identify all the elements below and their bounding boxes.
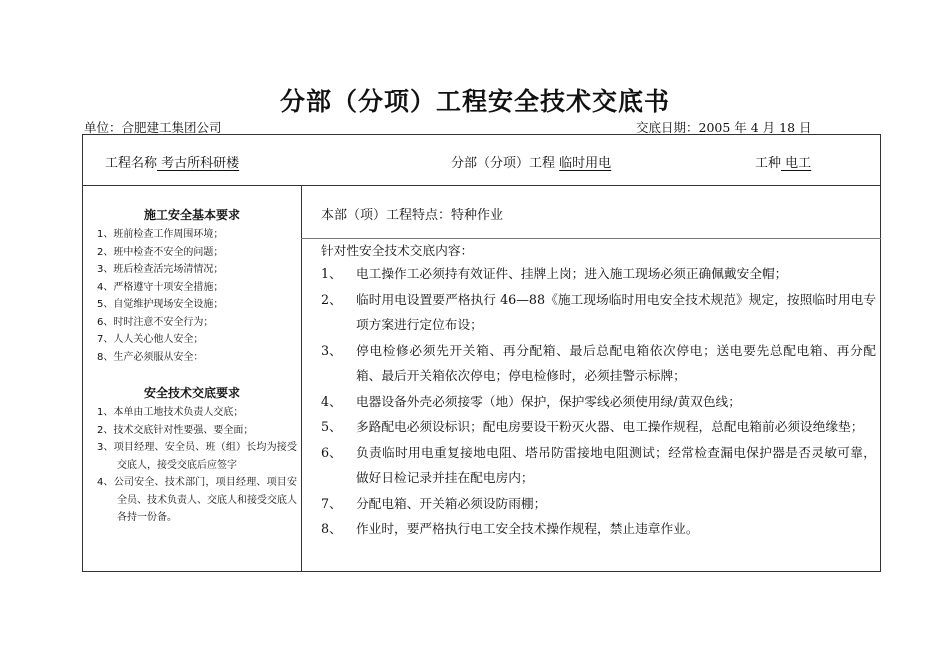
- item-number: 7、: [321, 495, 342, 511]
- project-name-value: 考古所科研楼: [157, 156, 240, 171]
- basic-item: 6、时时注意不安全行为；: [97, 316, 214, 328]
- basic-item: 8、生产必须服从安全：: [97, 351, 204, 363]
- basic-item: 2、班中检查不安全的问题；: [97, 246, 224, 258]
- tech-requirements-title: 安全技术交底要求: [143, 386, 240, 400]
- trade-label: 工种: [755, 156, 782, 171]
- sub-project-label: 分部（分项）工程: [451, 156, 560, 171]
- content-item: [321, 440, 876, 491]
- item-text: 电工操作工必须持有效证件、挂牌上岗；进入施工现场必须正确佩戴安全帽；: [356, 266, 788, 281]
- content-item: [321, 516, 876, 542]
- item-number: 2、: [321, 291, 342, 307]
- item-text: 停电检修必须先开关箱、再分配箱、最后总配电箱依次停电；送电要先总配电箱、再分配箱、最后开关箱依次停电；停电检修时，必须挂警示标牌；: [356, 342, 876, 383]
- item-text: 分配电箱、开关箱必须设防雨棚；: [356, 495, 547, 511]
- tech-item: 1、本单由工地技术负责人交底；: [97, 407, 244, 418]
- sub-project-value: 临时用电: [559, 156, 612, 171]
- item-number: 3、: [321, 342, 342, 358]
- trade-cell: [755, 152, 811, 171]
- content-heading: 针对性安全技术交底内容：: [321, 243, 474, 258]
- sub-project-cell: [451, 152, 611, 171]
- basic-item: 4、严格遵守十项安全措施；: [97, 281, 224, 293]
- trade-value: 电工: [781, 156, 812, 171]
- project-feature: 本部（项）工程特点：特种作业: [321, 208, 504, 223]
- disclosure-content: [321, 239, 876, 542]
- disclosure-table: [82, 134, 881, 572]
- basic-requirements-title: 施工安全基本要求: [143, 208, 240, 222]
- project-name-label: 工程名称: [105, 156, 158, 171]
- item-number: 5、: [321, 419, 342, 434]
- tech-item: 2、技术交底针对性要强、要全面；: [97, 424, 254, 436]
- content-item: [321, 491, 876, 517]
- basic-item: 3、班后检查活完场清情况；: [97, 264, 224, 275]
- item-number: 4、: [321, 393, 342, 409]
- item-number: 1、: [321, 266, 342, 281]
- column-divider: [301, 186, 302, 572]
- item-text: 多路配电必须设标识；配电房要设干粉灭火器、电工操作规程，总配电箱前必须设绝缘垫；: [356, 419, 864, 434]
- basic-item: 7、人人关心他人安全；: [97, 334, 204, 345]
- content-item: [321, 338, 876, 389]
- date-label: 交底日期：2005 年 4 月 18 日: [636, 120, 812, 135]
- project-name-cell: [105, 152, 239, 171]
- unit-label: 单位：合肥建工集团公司: [84, 120, 222, 135]
- content-item: [321, 389, 876, 415]
- item-text: 电器设备外壳必须接零（地）保护，保护零线必须使用绿/黄双色线；: [356, 393, 741, 409]
- basic-item: 1、班前检查工作周围环境；: [97, 229, 224, 240]
- tech-item: 3、项目经理、安全员、班（组）长均为接受交底人，接受交底后应签字: [97, 442, 297, 471]
- content-item: [321, 414, 876, 440]
- content-item: [321, 261, 876, 287]
- item-number: 6、: [321, 444, 342, 460]
- item-text: 负责临时用电重复接地电阻、塔吊防雷接地电阻测试；经常检查漏电保护器是否灵敏可靠，做好日检记录并挂在配电房内；: [356, 444, 876, 485]
- content-item: [321, 287, 876, 338]
- basic-item: 5、自觉维护现场安全设施；: [97, 299, 224, 310]
- project-info-row: [83, 135, 880, 186]
- item-number: 8、: [321, 521, 342, 536]
- tech-item: 4、公司安全、技术部门，项目经理、项目安全员、技术负责人、交底人和接受交底人各持一份备。: [97, 477, 297, 523]
- item-text: 临时用电设置要严格执行 46—88《施工现场临时用电安全技术规范》规定，按照临时用电专项方案进行定位布设；: [356, 291, 876, 332]
- requirements-column: [83, 186, 301, 527]
- document-title: 分部（分项）工程安全技术交底书: [279, 87, 670, 116]
- item-text: 作业时，要严格执行电工安全技术操作规程，禁止违章作业。: [356, 521, 699, 536]
